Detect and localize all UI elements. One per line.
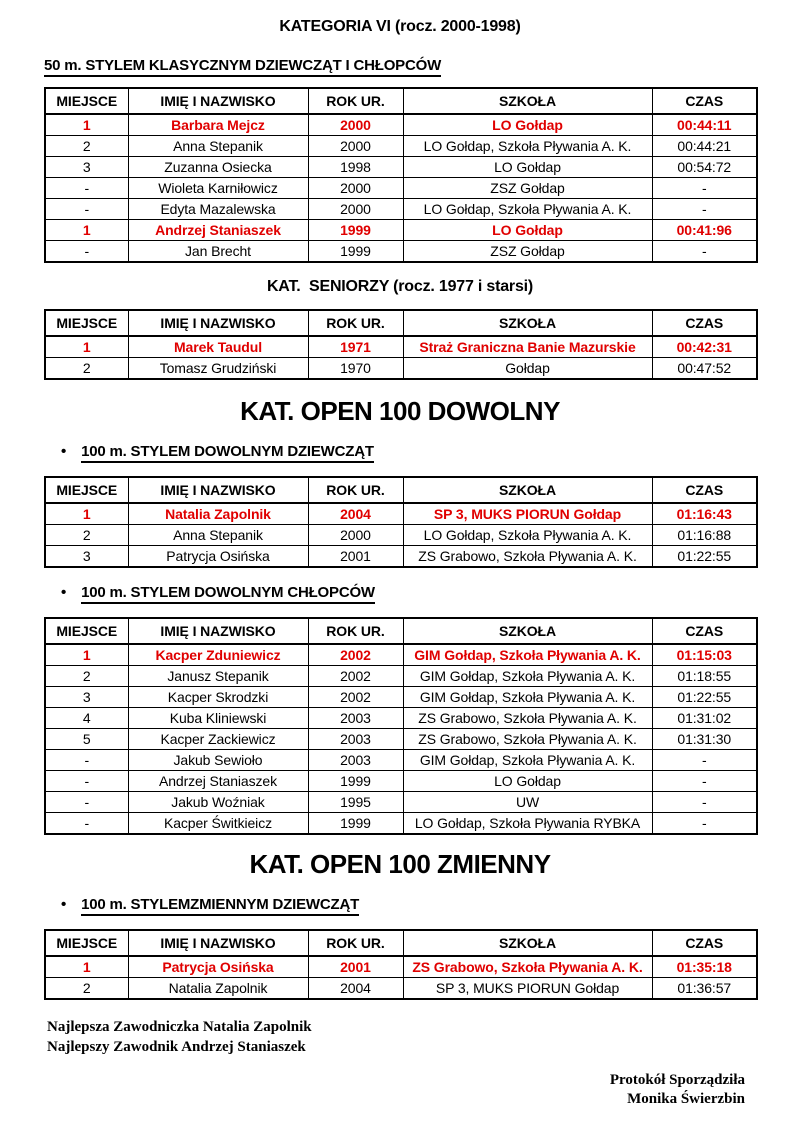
cell-school: SP 3, MUKS PIORUN Gołdap xyxy=(403,978,652,1000)
result-row xyxy=(45,978,757,1000)
cell-time: 01:22:55 xyxy=(652,687,757,708)
header-row xyxy=(45,88,757,114)
cell-school: ZS Grabowo, Szkoła Pływania A. K. xyxy=(403,729,652,750)
cell-school: LO Gołdap, Szkoła Pływania A. K. xyxy=(403,136,652,157)
cell-name: Patrycja Osińska xyxy=(128,546,308,568)
column-header-school: SZKOŁA xyxy=(403,88,652,114)
cell-year: 1999 xyxy=(308,241,403,263)
result-row-winner xyxy=(45,503,757,525)
header-row xyxy=(45,310,757,336)
cell-place: - xyxy=(45,792,128,813)
result-row xyxy=(45,687,757,708)
cell-time: - xyxy=(652,771,757,792)
cell-time: - xyxy=(652,792,757,813)
protocol-author: Monika Świerzbin xyxy=(627,1091,745,1107)
cell-place: 1 xyxy=(45,644,128,666)
cell-name: Janusz Stepanik xyxy=(128,666,308,687)
result-row xyxy=(45,813,757,835)
result-row-winner xyxy=(45,956,757,978)
results-table-dowolny-chlopcow xyxy=(44,617,758,835)
cell-year: 2003 xyxy=(308,750,403,771)
section-title-kategoria-vi: KATEGORIA VI (rocz. 2000-1998) xyxy=(279,18,521,35)
result-row xyxy=(45,729,757,750)
result-row-winner xyxy=(45,114,757,136)
column-header-name: IMIĘ I NAZWISKO xyxy=(128,618,308,644)
cell-name: Kacper Skrodzki xyxy=(128,687,308,708)
column-header-place: MIEJSCE xyxy=(45,930,128,956)
cell-school: GIM Gołdap, Szkoła Pływania A. K. xyxy=(403,687,652,708)
cell-name: Jakub Woźniak xyxy=(128,792,308,813)
cell-school: LO Gołdap, Szkoła Pływania A. K. xyxy=(403,525,652,546)
event-heading-zmienny-dziewczat xyxy=(44,896,756,916)
cell-time: 00:42:31 xyxy=(652,336,757,358)
event-heading-text: 100 m. STYLEM DOWOLNYM CHŁOPCÓW xyxy=(81,584,375,604)
result-row-winner xyxy=(45,220,757,241)
cell-time: 00:41:96 xyxy=(652,220,757,241)
cell-time: 00:44:21 xyxy=(652,136,757,157)
cell-school: Straż Graniczna Banie Mazurskie xyxy=(403,336,652,358)
cell-time: 01:31:30 xyxy=(652,729,757,750)
cell-school: ZS Grabowo, Szkoła Pływania A. K. xyxy=(403,546,652,568)
cell-place: 1 xyxy=(45,956,128,978)
result-row-winner xyxy=(45,644,757,666)
column-header-school: SZKOŁA xyxy=(403,930,652,956)
cell-place: 3 xyxy=(45,546,128,568)
cell-year: 2004 xyxy=(308,503,403,525)
cell-year: 2002 xyxy=(308,666,403,687)
result-row xyxy=(45,241,757,263)
cell-name: Kuba Kliniewski xyxy=(128,708,308,729)
cell-school: LO Gołdap xyxy=(403,114,652,136)
cell-school: Gołdap xyxy=(403,358,652,380)
cell-year: 2000 xyxy=(308,199,403,220)
cell-name: Edyta Mazalewska xyxy=(128,199,308,220)
column-header-year: ROK UR. xyxy=(308,618,403,644)
cell-name: Natalia Zapolnik xyxy=(128,978,308,1000)
header-row xyxy=(45,618,757,644)
cell-time: 01:31:02 xyxy=(652,708,757,729)
cell-school: LO Gołdap xyxy=(403,220,652,241)
cell-year: 2001 xyxy=(308,546,403,568)
cell-year: 1995 xyxy=(308,792,403,813)
event-heading-dowolny-dziewczat xyxy=(44,443,756,463)
cell-name: Zuzanna Osiecka xyxy=(128,157,308,178)
cell-year: 2000 xyxy=(308,114,403,136)
bullet-icon: • xyxy=(61,443,67,460)
cell-time: 01:16:43 xyxy=(652,503,757,525)
cell-year: 2000 xyxy=(308,136,403,157)
cell-name: Wioleta Karniłowicz xyxy=(128,178,308,199)
cell-place: 5 xyxy=(45,729,128,750)
event-heading-text: 100 m. STYLEM DOWOLNYM DZIEWCZĄT xyxy=(81,443,374,463)
event-heading-text: 100 m. STYLEMZMIENNYM DZIEWCZĄT xyxy=(81,896,359,916)
cell-year: 2000 xyxy=(308,525,403,546)
cell-time: 00:47:52 xyxy=(652,358,757,380)
cell-school: GIM Gołdap, Szkoła Pływania A. K. xyxy=(403,750,652,771)
column-header-time: CZAS xyxy=(652,477,757,503)
column-header-school: SZKOŁA xyxy=(403,310,652,336)
cell-place: - xyxy=(45,199,128,220)
cell-time: 01:16:88 xyxy=(652,525,757,546)
result-row xyxy=(45,708,757,729)
column-header-time: CZAS xyxy=(652,310,757,336)
cell-school: LO Gołdap, Szkoła Pływania RYBKA xyxy=(403,813,652,835)
cell-place: 2 xyxy=(45,666,128,687)
column-header-year: ROK UR. xyxy=(308,310,403,336)
cell-school: UW xyxy=(403,792,652,813)
cell-year: 1971 xyxy=(308,336,403,358)
cell-time: 01:35:18 xyxy=(652,956,757,978)
cell-place: 2 xyxy=(45,525,128,546)
cell-place: 1 xyxy=(45,336,128,358)
cell-time: 01:22:55 xyxy=(652,546,757,568)
column-header-name: IMIĘ I NAZWISKO xyxy=(128,310,308,336)
cell-school: ZSZ Gołdap xyxy=(403,178,652,199)
header-row xyxy=(45,477,757,503)
cell-place: - xyxy=(45,750,128,771)
cell-name: Patrycja Osińska xyxy=(128,956,308,978)
results-table-seniorzy xyxy=(44,309,758,380)
section-title-open-100-zmienny: KAT. OPEN 100 ZMIENNY xyxy=(249,849,551,879)
result-row xyxy=(45,178,757,199)
cell-name: Jakub Sewioło xyxy=(128,750,308,771)
cell-name: Kacper Zackiewicz xyxy=(128,729,308,750)
event-heading-dowolny-chlopcow xyxy=(44,584,756,604)
best-athletes-notes xyxy=(44,1017,756,1057)
cell-place: - xyxy=(45,813,128,835)
results-table-zmienny-dziewczat xyxy=(44,929,758,1000)
result-row xyxy=(45,157,757,178)
column-header-year: ROK UR. xyxy=(308,88,403,114)
cell-name: Marek Taudul xyxy=(128,336,308,358)
column-header-time: CZAS xyxy=(652,618,757,644)
best-male-note: Najlepszy Zawodnik Andrzej Staniaszek xyxy=(47,1039,306,1055)
cell-year: 1999 xyxy=(308,220,403,241)
cell-place: - xyxy=(45,771,128,792)
cell-school: ZS Grabowo, Szkoła Pływania A. K. xyxy=(403,956,652,978)
cell-name: Andrzej Staniaszek xyxy=(128,771,308,792)
cell-place: 4 xyxy=(45,708,128,729)
result-row xyxy=(45,358,757,380)
bullet-icon: • xyxy=(61,896,67,913)
bullet-icon: • xyxy=(61,584,67,601)
cell-time: - xyxy=(652,178,757,199)
section-title-seniorzy: KAT. SENIORZY (rocz. 1977 i starsi) xyxy=(266,278,534,295)
cell-time: - xyxy=(652,199,757,220)
cell-year: 1999 xyxy=(308,771,403,792)
signature-block xyxy=(44,1071,756,1109)
result-row-winner xyxy=(45,336,757,358)
column-header-place: MIEJSCE xyxy=(45,477,128,503)
cell-school: GIM Gołdap, Szkoła Pływania A. K. xyxy=(403,644,652,666)
cell-time: - xyxy=(652,750,757,771)
result-row xyxy=(45,792,757,813)
cell-year: 2001 xyxy=(308,956,403,978)
column-header-school: SZKOŁA xyxy=(403,477,652,503)
column-header-name: IMIĘ I NAZWISKO xyxy=(128,930,308,956)
cell-school: LO Gołdap xyxy=(403,771,652,792)
result-row xyxy=(45,750,757,771)
cell-year: 2000 xyxy=(308,178,403,199)
cell-time: 00:44:11 xyxy=(652,114,757,136)
result-row xyxy=(45,666,757,687)
result-row xyxy=(45,199,757,220)
column-header-place: MIEJSCE xyxy=(45,310,128,336)
column-header-time: CZAS xyxy=(652,88,757,114)
cell-place: 1 xyxy=(45,114,128,136)
result-row xyxy=(45,136,757,157)
cell-time: - xyxy=(652,241,757,263)
cell-year: 2002 xyxy=(308,687,403,708)
cell-time: 01:36:57 xyxy=(652,978,757,1000)
cell-school: ZSZ Gołdap xyxy=(403,241,652,263)
cell-place: 3 xyxy=(45,687,128,708)
cell-place: - xyxy=(45,241,128,263)
cell-place: 1 xyxy=(45,503,128,525)
cell-year: 2004 xyxy=(308,978,403,1000)
cell-place: 3 xyxy=(45,157,128,178)
column-header-time: CZAS xyxy=(652,930,757,956)
column-header-place: MIEJSCE xyxy=(45,618,128,644)
cell-school: LO Gołdap xyxy=(403,157,652,178)
column-header-year: ROK UR. xyxy=(308,930,403,956)
cell-name: Andrzej Staniaszek xyxy=(128,220,308,241)
cell-place: 2 xyxy=(45,358,128,380)
results-table-50m-klasyczny xyxy=(44,87,758,263)
cell-name: Barbara Mejcz xyxy=(128,114,308,136)
results-table-dowolny-dziewczat xyxy=(44,476,758,568)
cell-name: Jan Brecht xyxy=(128,241,308,263)
cell-place: 2 xyxy=(45,978,128,1000)
cell-year: 2003 xyxy=(308,729,403,750)
column-header-name: IMIĘ I NAZWISKO xyxy=(128,88,308,114)
protocol-by-label: Protokół Sporządziła xyxy=(609,1072,745,1088)
cell-year: 1999 xyxy=(308,813,403,835)
cell-time: 01:15:03 xyxy=(652,644,757,666)
event-heading-50m-klasyczny xyxy=(44,57,756,74)
column-header-place: MIEJSCE xyxy=(45,88,128,114)
cell-school: ZS Grabowo, Szkoła Pływania A. K. xyxy=(403,708,652,729)
cell-name: Kacper Świtkieicz xyxy=(128,813,308,835)
cell-place: 1 xyxy=(45,220,128,241)
best-female-note: Najlepsza Zawodniczka Natalia Zapolnik xyxy=(47,1019,312,1035)
cell-name: Natalia Zapolnik xyxy=(128,503,308,525)
cell-name: Tomasz Grudziński xyxy=(128,358,308,380)
event-heading-text: 50 m. STYLEM KLASYCZNYM DZIEWCZĄT I CHŁOPCÓW xyxy=(44,57,441,77)
cell-name: Anna Stepanik xyxy=(128,136,308,157)
cell-time: 01:18:55 xyxy=(652,666,757,687)
cell-school: GIM Gołdap, Szkoła Pływania A. K. xyxy=(403,666,652,687)
cell-school: LO Gołdap, Szkoła Pływania A. K. xyxy=(403,199,652,220)
column-header-name: IMIĘ I NAZWISKO xyxy=(128,477,308,503)
cell-school: SP 3, MUKS PIORUN Gołdap xyxy=(403,503,652,525)
cell-name: Anna Stepanik xyxy=(128,525,308,546)
cell-time: - xyxy=(652,813,757,835)
cell-year: 1998 xyxy=(308,157,403,178)
result-row xyxy=(45,771,757,792)
cell-name: Kacper Zduniewicz xyxy=(128,644,308,666)
cell-time: 00:54:72 xyxy=(652,157,757,178)
cell-year: 2002 xyxy=(308,644,403,666)
result-row xyxy=(45,546,757,568)
cell-year: 1970 xyxy=(308,358,403,380)
result-row xyxy=(45,525,757,546)
cell-place: 2 xyxy=(45,136,128,157)
header-row xyxy=(45,930,757,956)
cell-place: - xyxy=(45,178,128,199)
cell-year: 2003 xyxy=(308,708,403,729)
column-header-year: ROK UR. xyxy=(308,477,403,503)
column-header-school: SZKOŁA xyxy=(403,618,652,644)
section-title-open-100-dowolny: KAT. OPEN 100 DOWOLNY xyxy=(240,396,560,426)
